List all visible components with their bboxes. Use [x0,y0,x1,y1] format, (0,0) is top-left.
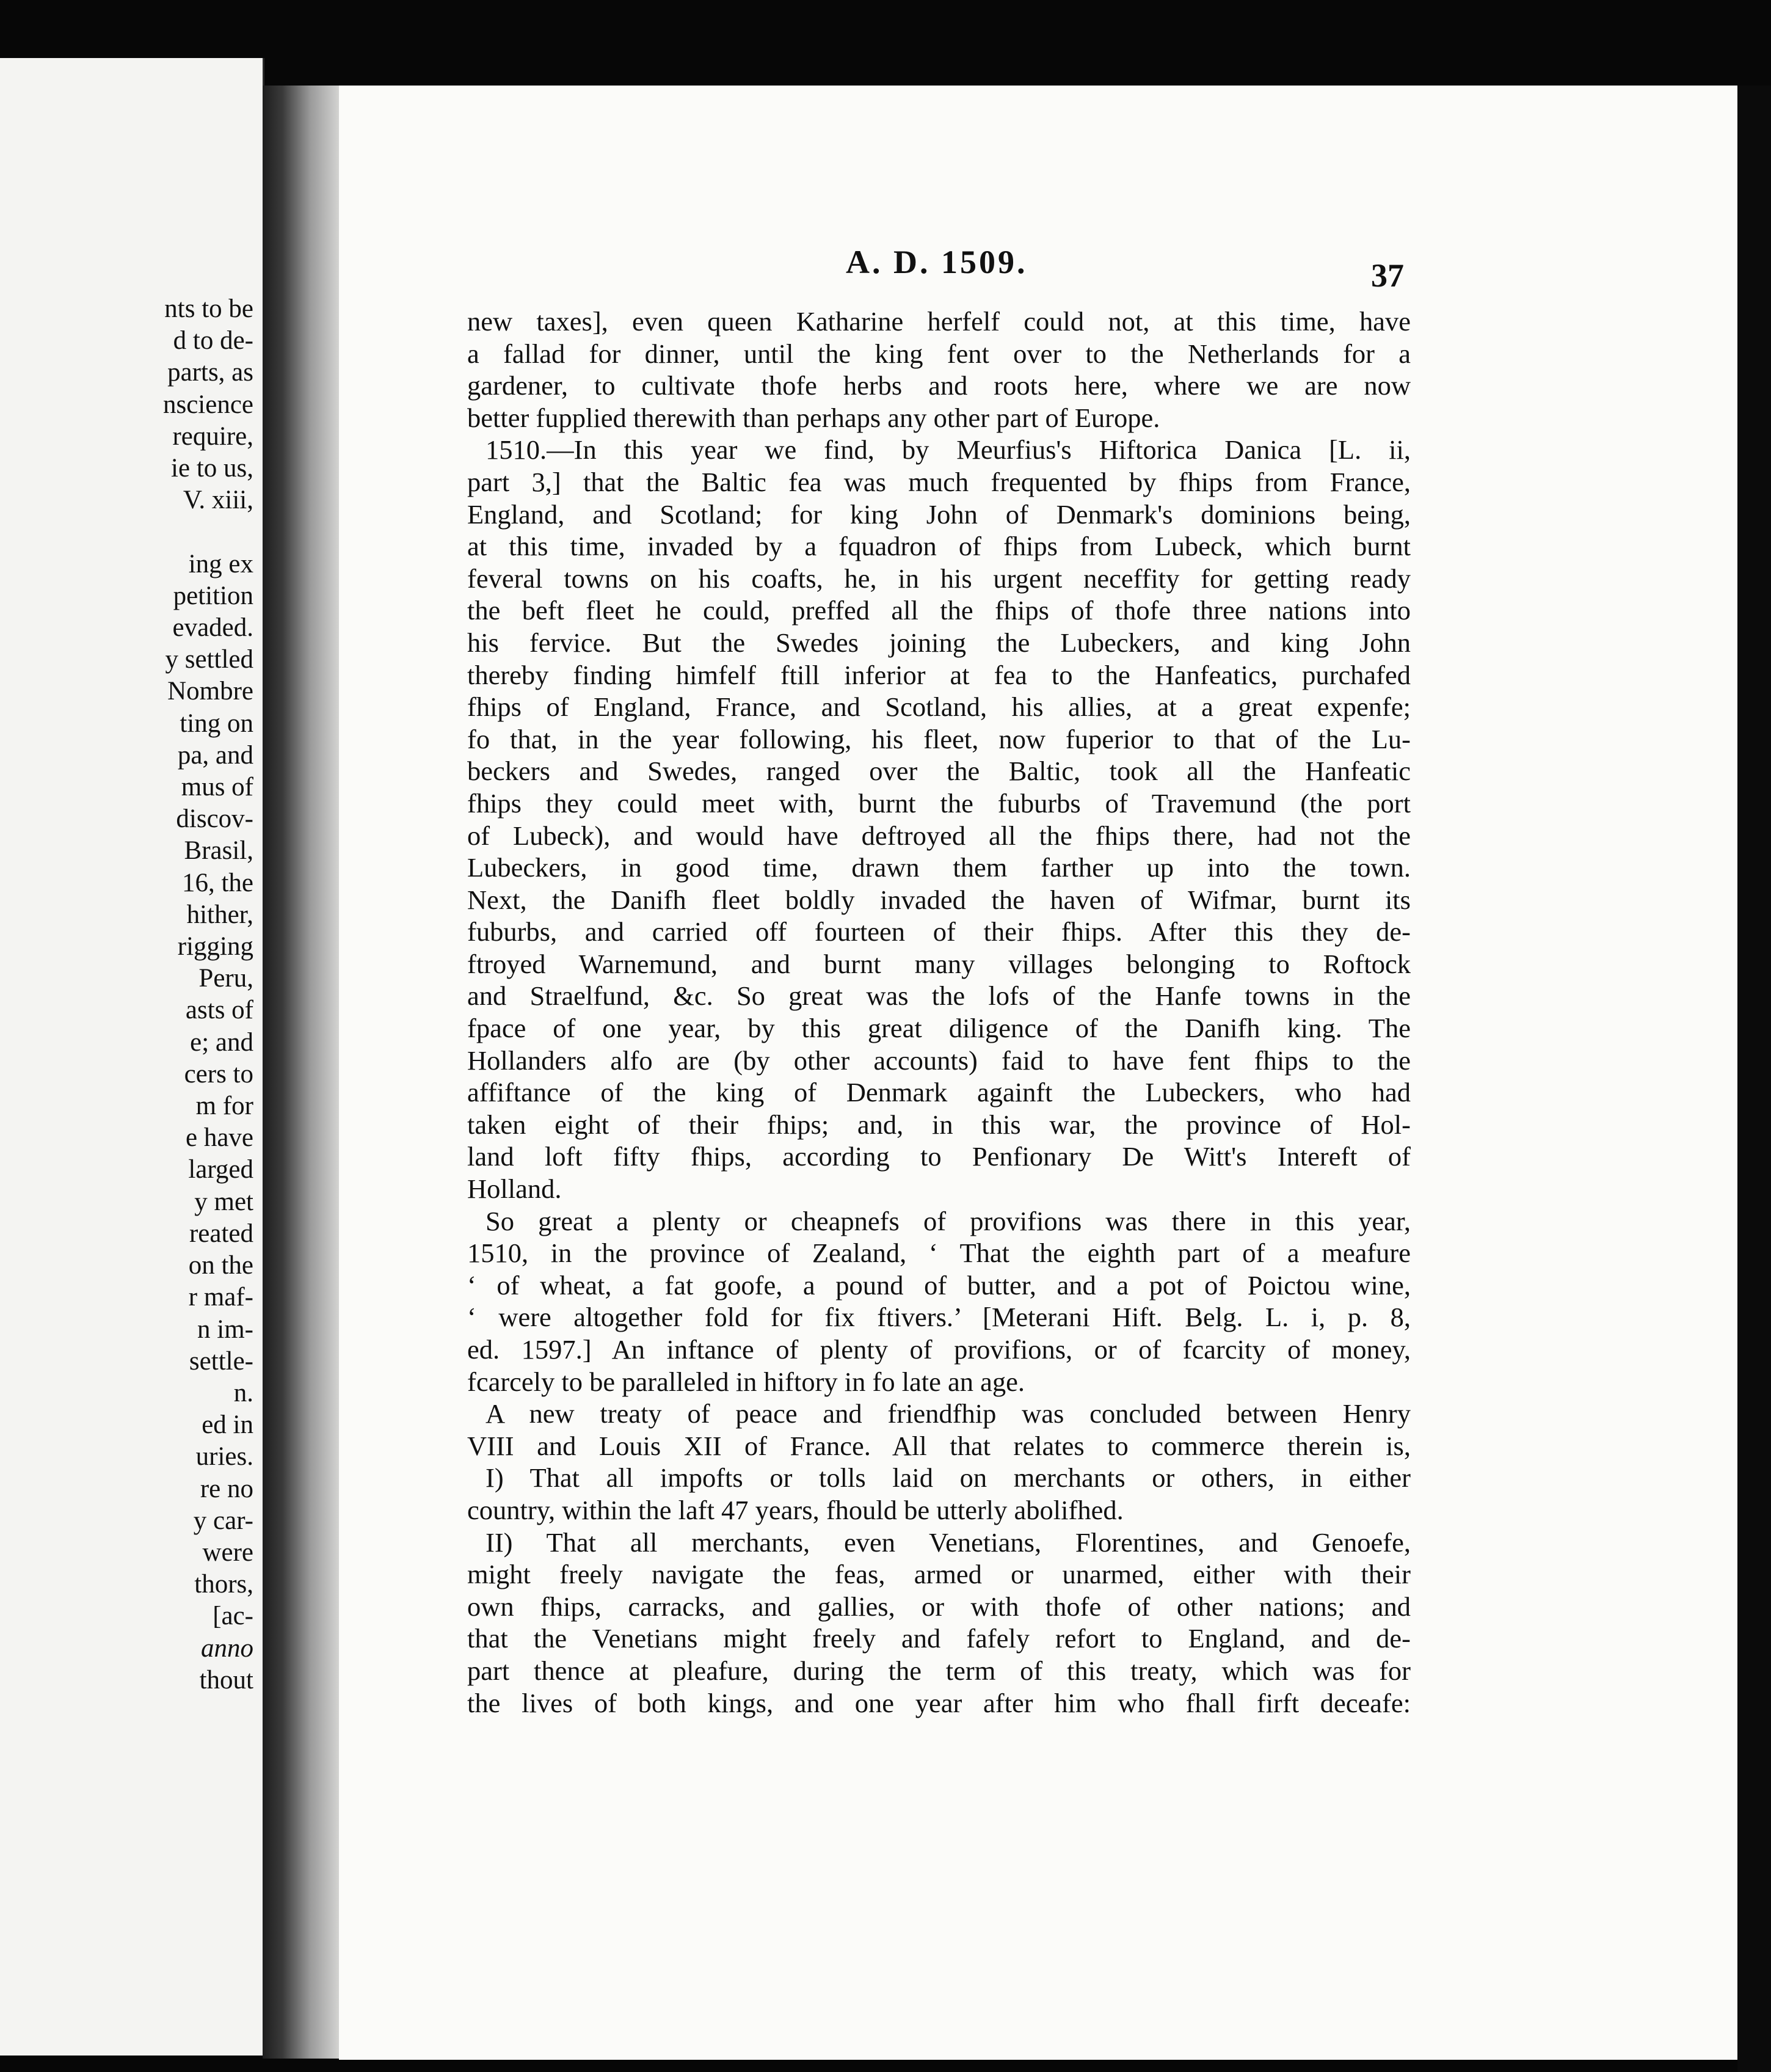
left-page-line: V. xiii, [183,486,253,515]
left-page-line: uries. [195,1442,253,1472]
left-page-line: require, [172,421,253,451]
body-line: fcarcely to be paralleled in hiftory in fo late an age. [467,1366,1025,1397]
body-line: that the Venetians might freely and fafely refort to England, and de- [467,1623,1411,1654]
body-line: his fervice. But the Swedes joining the Lubeckers, and king John [467,627,1411,658]
body-line: and Straelfund, &c. So great was the lofs of the Hanfe towns in the [467,980,1411,1012]
left-page-text [0,293,253,1696]
left-page-line: y met [194,1187,253,1216]
left-page-line: were [202,1538,253,1567]
running-head: A. D. 1509. [846,244,1028,280]
body-line: taken eight of their fhips; and, in this war, the province of Hol- [467,1109,1411,1140]
left-page-line: [ac- [213,1602,253,1631]
body-line: Hollanders alfo are (by other accounts) faid to have fent fhips to the [467,1045,1411,1076]
left-page-line: ed in [202,1410,253,1440]
left-page-line: ing ex [188,549,253,578]
left-page-line: Peru, [198,964,253,993]
left-page-line: settle- [189,1346,253,1376]
body-line: ed. 1597.] An inftance of plenty of provifions, or of fcarcity of money, [467,1334,1411,1365]
left-page-line: re no [200,1474,253,1503]
left-page-line: hither, [186,900,253,929]
left-page-line: Brasil, [184,836,253,866]
body-line: ‘ of wheat, a fat goofe, a pound of butter, and a pot of Poictou wine, [467,1269,1411,1300]
body-line: gardener, to cultivate thofe herbs and roots here, where we are now [467,370,1411,401]
body-line: new taxes], even queen Katharine herfelf could not, at this time, have [467,306,1411,337]
body-line: part thence at pleafure, during the term of this treaty, which was for [467,1655,1411,1686]
page-gutter-shadow [263,86,342,2059]
left-page-line: n im- [197,1315,253,1344]
body-line: feveral towns on his coafts, he, in his urgent neceffity for getting ready [467,563,1411,594]
left-page-line: on the [188,1251,253,1280]
left-page-line: nts to be [164,294,253,323]
body-line: at this time, invaded by a fquadron of fhips from Lubeck, which burnt [467,531,1411,562]
left-page-line: r maf- [188,1283,253,1312]
body-line: the lives of both kings, and one year after him who fhall firft deceafe: [467,1687,1411,1718]
body-line: So great a plenty or cheapnefs of provifions was there in this year, [485,1205,1411,1236]
body-line: Holland. [467,1173,562,1205]
page-number: 37 [1371,257,1404,294]
body-line: Lubeckers, in good time, drawn them farther up into the town. [467,852,1411,883]
left-page-line: thors, [194,1570,253,1599]
left-page-line: petition [173,581,253,610]
body-line: fpace of one year, by this great diligence of the Danifh king. The [467,1013,1411,1044]
body-line: country, within the laft 47 years, fhould be utterly abolifhed. [467,1494,1124,1525]
left-page-line: asts of [185,996,253,1025]
left-page-line: Nombre [167,677,253,706]
left-page-line: e have [185,1123,253,1153]
body-text [467,305,1411,1719]
body-line: 1510.—In this year we find, by Meurfius's Hiftorica Danica [L. ii, [485,434,1411,465]
left-page-line: d to de- [173,326,253,356]
left-page-line: larged [188,1155,253,1184]
body-line: thereby finding himfelf ftill inferior at fea to the Hanfeatics, purchafed [467,659,1411,690]
body-line: fuburbs, and carried off fourteen of their fhips. After this they de- [467,916,1411,947]
left-page-line: e; and [190,1027,253,1057]
body-line: of Lubeck), and would have deftroyed all the fhips there, had not the [467,820,1411,851]
left-page-line: discov- [176,804,253,834]
body-line: VIII and Louis XII of France. All that relates to commerce therein is, [467,1430,1411,1461]
body-line: a fallad for dinner, until the king fent over to the Netherlands for a [467,338,1411,369]
body-line: better fupplied therewith than perhaps any other part of Europe. [467,402,1160,433]
body-line: II) That all merchants, even Venetians, Florentines, and Genoefe, [485,1527,1411,1558]
body-line: 1510, in the province of Zealand, ‘ That the eighth part of a meafure [467,1238,1411,1269]
body-line: beckers and Swedes, ranged over the Baltic, took all the Hanfeatic [467,756,1411,787]
left-page-line: cers to [184,1059,253,1089]
left-facing-page [0,58,264,2056]
body-line: fo that, in the year following, his fleet, now fuperior to that of the Lu- [467,723,1411,754]
body-line: fhips of England, France, and Scotland, his allies, at a great expenfe; [467,691,1411,723]
left-page-line [0,516,253,548]
left-page-line: y settled [165,645,253,674]
left-page-line: ting on [180,709,253,738]
body-line: I) That all impofts or tolls laid on merchants or others, in either [485,1462,1411,1494]
left-page-line: rigging [177,932,253,961]
body-line: England, and Scotland; for king John of Denmark's dominions being, [467,498,1411,530]
body-line: part 3,] that the Baltic fea was much frequented by fhips from France, [467,466,1411,497]
body-line: Next, the Danifh fleet boldly invaded the haven of Wifmar, burnt its [467,884,1411,915]
body-line: land loft fifty fhips, according to Penfionary De Witt's Intereft of [467,1141,1411,1172]
left-page-line: mus of [181,773,253,802]
body-line: ftroyed Warnemund, and burnt many villages belonging to Roftock [467,948,1411,979]
body-line: ‘ were altogether fold for fix ftivers.’ [Meterani Hift. Belg. L. i, p. 8, [467,1302,1411,1333]
scan-right-border [1737,86,1771,2072]
left-page-line: 16, the [181,868,253,897]
left-page-line: evaded. [172,613,253,643]
body-line: affiftance of the king of Denmark againft the Lubeckers, who had [467,1077,1411,1108]
left-page-line: thout [199,1665,253,1694]
left-page-line: reated [189,1219,253,1248]
body-line: own fhips, carracks, and gallies, or with thofe of other nations; and [467,1591,1411,1622]
body-line: fhips they could meet with, burnt the fuburbs of Travemund (the port [467,787,1411,819]
body-line: the beft fleet he could, preffed all the fhips of thofe three nations into [467,595,1411,626]
left-page-line: m for [195,1092,253,1121]
left-page-line: parts, as [167,358,253,387]
left-page-line: n. [233,1378,253,1407]
left-page-line: y car- [193,1506,253,1535]
left-page-line: pa, and [177,740,253,770]
body-line: A new treaty of peace and friendfhip was concluded between Henry [485,1398,1411,1429]
body-line: might freely navigate the feas, armed or unarmed, either with their [467,1559,1411,1590]
left-page-line: nscience [162,390,253,419]
left-page-line: anno [201,1633,253,1663]
left-page-line: ie to us, [171,454,253,483]
